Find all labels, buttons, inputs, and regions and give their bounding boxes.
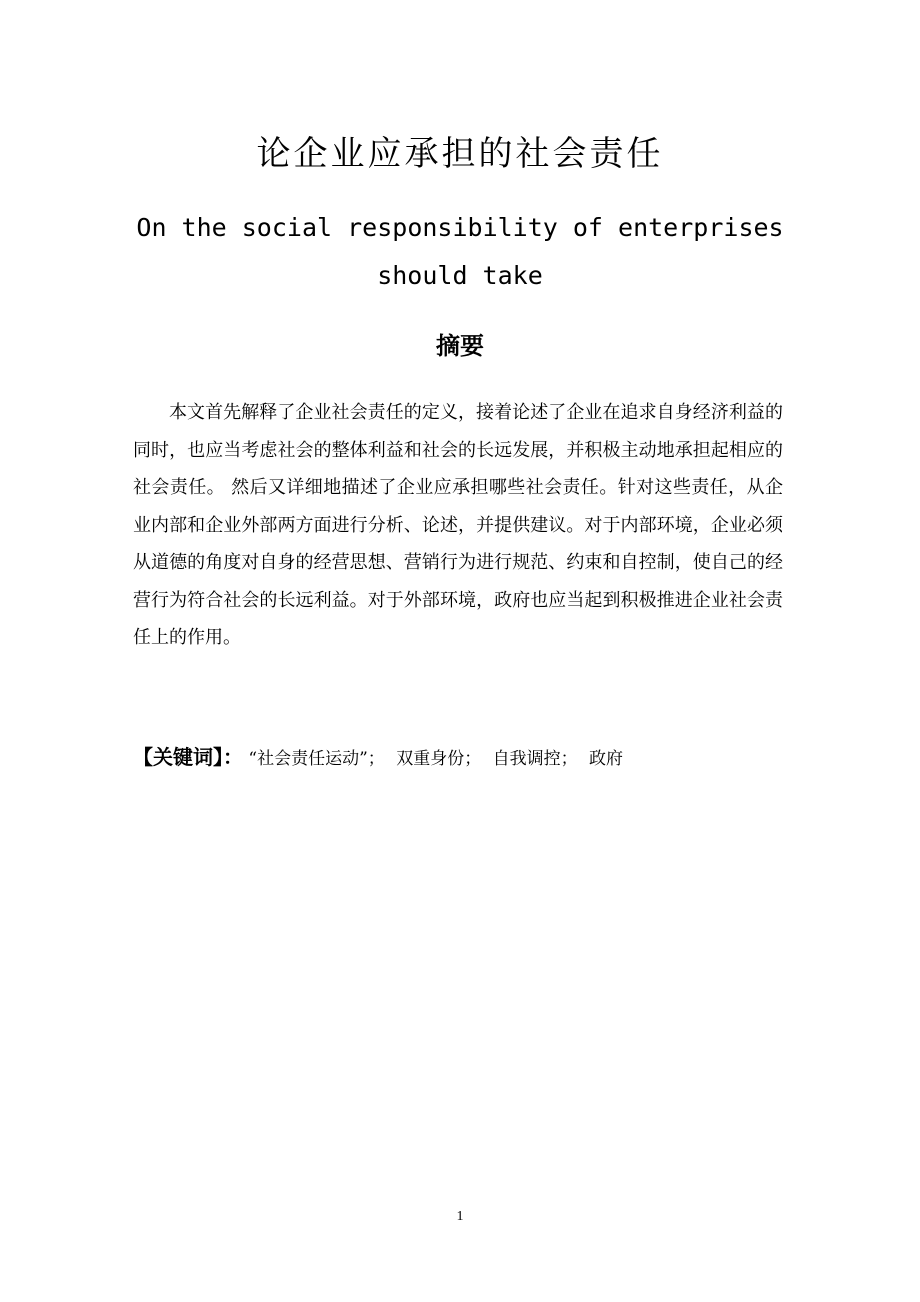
keyword-item: 双重身份； [396,749,482,769]
keywords-line [133,741,793,775]
keyword-item: 自我调控； [492,749,578,769]
abstract-body: 本文首先解释了企业社会责任的定义，接着论述了企业在追求自身经济利益的同时，也应当考虑社会的整体利益和社会的长远发展，并积极主动地承担起相应的社会责任。 然后又详细地描述了企业应承担哪些社会责任。针对这些责任，从企业内部和企业外部两方面进行分析、论述，并提供建议。对于内部环境，企业必须从道德的角度对自身的经营思想、营销行为进行规范、约束和自控制，使自己的经营行为符合社会的长远利益。对于外部环境，政府也应当起到积极推进企业社会责任上的作用。 [133,402,783,648]
abstract-heading: 摘要 [436,332,484,360]
chinese-title: 论企业应承担的社会责任 [256,134,664,174]
english-title: On the social responsibility of enterprises should take [136,213,784,290]
keywords-label: 【关键词】： [133,745,243,769]
page-number: 1 [456,1209,464,1224]
keyword-item: “社会责任运动”； [248,749,385,769]
keyword-item: 政府 [589,749,624,769]
